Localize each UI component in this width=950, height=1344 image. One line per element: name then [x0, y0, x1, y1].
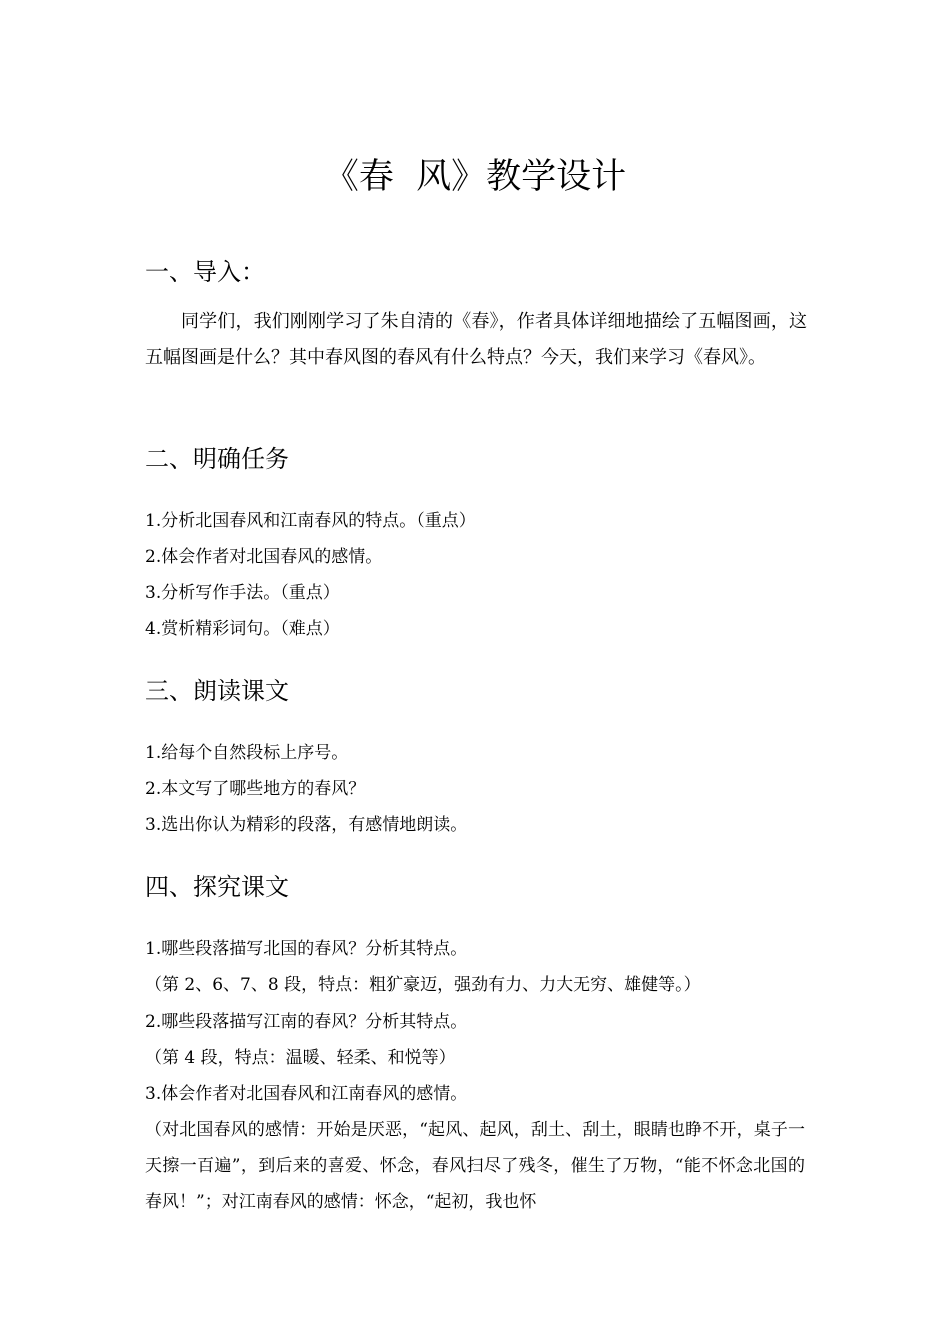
section-heading-reading: 三、朗读课文: [145, 677, 289, 705]
task-item: 1.分析北国春风和江南春风的特点。（重点）: [145, 511, 476, 531]
reading-item: 3.选出你认为精彩的段落，有感情地朗读。: [145, 815, 468, 835]
section-heading-intro: 一、导入：: [145, 258, 265, 286]
section-heading-tasks: 二、明确任务: [145, 445, 289, 473]
intro-paragraph: 同学们，我们刚刚学习了朱自清的《春》，作者具体详细地描绘了五幅图画，这五幅图画是什么？其中春风图的春风有什么特点？今天，我们来学习《春风》。: [145, 311, 807, 368]
explore-long-note: （对北国春风的感情：开始是厌恶，“起风、起风，刮土、刮土，眼睛也睁不开，桌子一天擦一百遍”，到后来的喜爱、怀念，春风扫尽了残冬，催生了万物，“能不怀念北国的春风！”；对江南春风的感情：怀念，“起初，我也怀: [145, 1120, 805, 1212]
explore-item: （第 4 段，特点：温暖、轻柔、和悦等）: [145, 1048, 456, 1068]
task-item: 4.赏析精彩词句。（难点）: [145, 619, 340, 639]
task-item: 3.分析写作手法。（重点）: [145, 583, 340, 603]
explore-item: 3.体会作者对北国春风和江南春风的感情。: [145, 1084, 468, 1104]
explore-item: 2.哪些段落描写江南的春风？分析其特点。: [145, 1012, 468, 1032]
reading-item: 2.本文写了哪些地方的春风？: [145, 779, 366, 799]
document-title: 《春 风》教学设计: [323, 157, 627, 197]
task-item: 2.体会作者对北国春风的感情。: [145, 547, 383, 567]
explore-item: 1.哪些段落描写北国的春风？分析其特点。: [145, 939, 468, 959]
reading-item: 1.给每个自然段标上序号。: [145, 743, 349, 763]
explore-item: （第 2、6、7、8 段，特点：粗犷豪迈，强劲有力、力大无穷、雄健等。）: [145, 975, 701, 995]
section-heading-explore: 四、探究课文: [145, 873, 289, 901]
